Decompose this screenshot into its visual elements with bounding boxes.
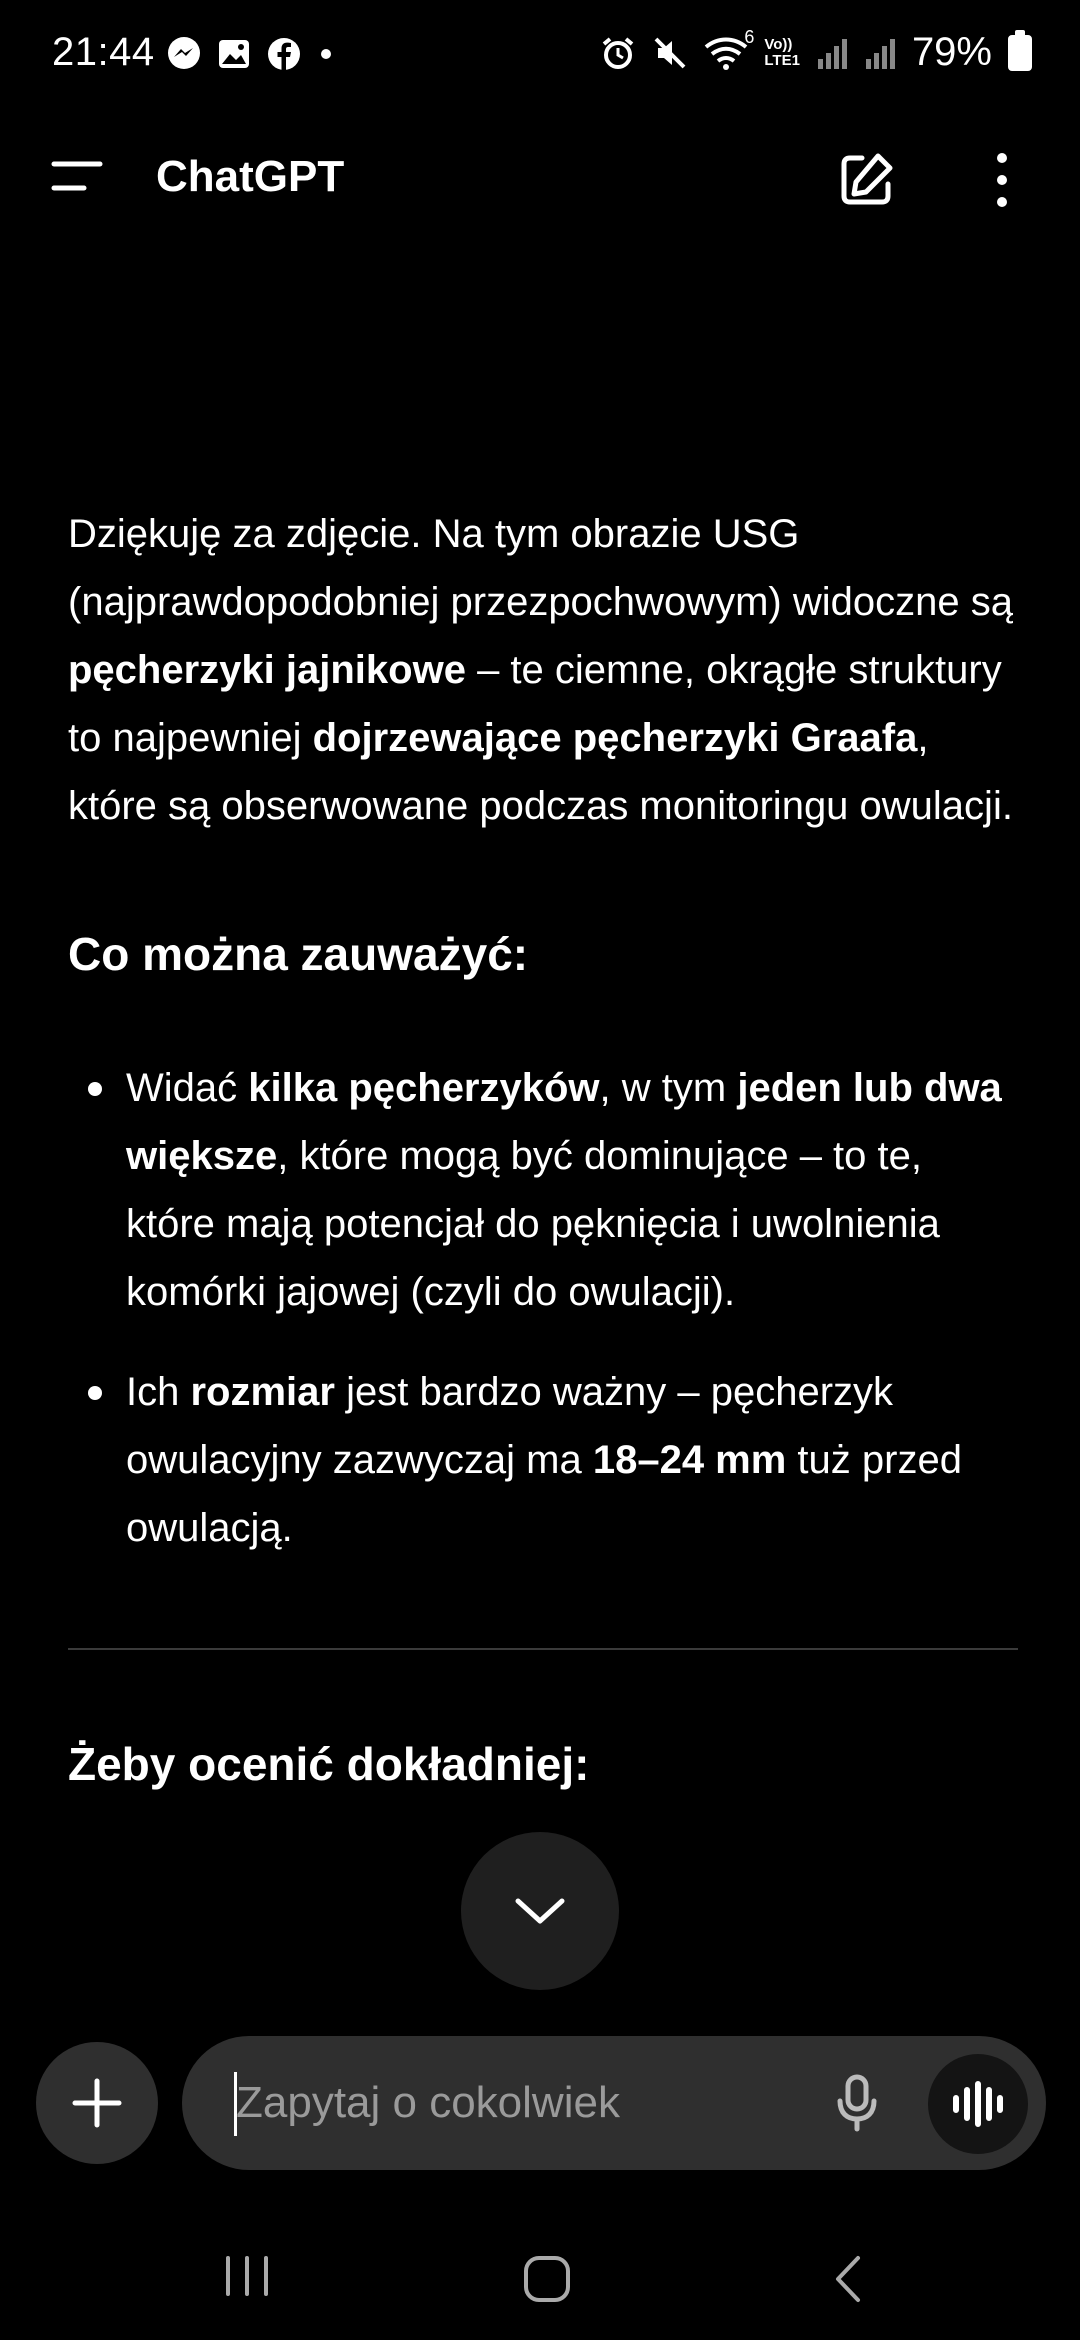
dictate-button[interactable] xyxy=(820,2066,894,2140)
text-span: tuż przed owulacją. xyxy=(126,1438,962,1550)
text-span: Widać xyxy=(126,1066,249,1110)
voice-waveform-icon xyxy=(950,2080,1006,2128)
home-button[interactable] xyxy=(522,2254,572,2309)
bold-span: rozmiar xyxy=(190,1370,335,1414)
attach-button[interactable] xyxy=(36,2042,158,2164)
status-time: 21:44 xyxy=(52,30,155,74)
text-span: – te ciemne, okrągłe struktury to najpewniej xyxy=(68,648,1002,760)
back-icon xyxy=(828,2254,868,2304)
text-caret xyxy=(234,2072,237,2136)
app-bar xyxy=(0,112,1080,248)
chevron-down-icon xyxy=(512,1893,568,1929)
more-vertical-icon xyxy=(978,148,1026,212)
assistant-message xyxy=(68,500,1018,2010)
text-span: Dziękuję za zdjęcie. Na tym obrazie USG (najprawdopodobniej przezpochwowym) widoczne są xyxy=(68,512,1013,624)
bold-span: 18–24 mm xyxy=(592,1438,787,1482)
section-heading: Co można zauważyć: xyxy=(68,928,529,980)
volte-label: Vo)) xyxy=(764,35,793,53)
alarm-icon xyxy=(600,35,636,71)
list-item xyxy=(68,1358,1018,1562)
battery-percent: 79% xyxy=(911,30,992,74)
text-span: , które są obserwowane podczas monitoringu owulacji. xyxy=(68,716,1013,828)
volte-indicator xyxy=(764,37,800,69)
scroll-to-bottom-button[interactable] xyxy=(461,1832,619,1990)
wifi-badge: 6 xyxy=(744,26,755,47)
lte-label: LTE1 xyxy=(764,51,800,69)
dot-icon xyxy=(316,36,336,72)
recent-apps-button[interactable] xyxy=(222,2254,272,2303)
signal-icon xyxy=(864,35,896,71)
signal-icon xyxy=(816,35,848,71)
text-span: , w tym xyxy=(599,1066,738,1110)
message-input[interactable] xyxy=(234,2072,798,2134)
text-span: , które mogą być dominujące – to te, które mają potencjał do pęknięcia i uwolnienia komórki jajowej (czyli do owulacji). xyxy=(126,1134,940,1314)
app-title: ChatGPT xyxy=(156,152,345,201)
recent-apps-icon xyxy=(222,2254,272,2298)
messenger-icon xyxy=(166,36,202,72)
notification-icons xyxy=(166,36,336,72)
text-span: jest bardzo ważny – pęcherzyk owulacyjny zazwyczaj ma xyxy=(126,1370,894,1482)
composer xyxy=(0,2036,1080,2176)
status-bar xyxy=(0,0,1080,112)
home-icon xyxy=(522,2254,572,2304)
more-options-button[interactable] xyxy=(978,148,1026,212)
menu-icon xyxy=(40,154,110,204)
bold-span: dojrzewające pęcherzyki Graafa xyxy=(312,716,918,760)
gallery-icon xyxy=(216,36,252,72)
section-heading: Żeby ocenić dokładniej: xyxy=(68,1738,590,1790)
bold-span: pęcherzyki jajnikowe xyxy=(68,648,466,692)
mute-icon xyxy=(652,35,688,71)
new-chat-button[interactable] xyxy=(834,148,898,212)
microphone-icon xyxy=(833,2073,881,2133)
edit-icon xyxy=(834,148,898,212)
bullet-list xyxy=(68,1054,1018,1562)
back-button[interactable] xyxy=(828,2254,868,2309)
text-span: Ich xyxy=(126,1370,191,1414)
menu-button[interactable] xyxy=(40,154,110,204)
wifi-icon xyxy=(704,26,755,71)
facebook-icon xyxy=(266,36,302,72)
bold-span: kilka pęcherzyków xyxy=(248,1066,600,1110)
message-input-container xyxy=(182,2036,1046,2170)
battery-icon xyxy=(1008,35,1032,71)
message-paragraph xyxy=(68,500,1018,840)
system-status xyxy=(600,26,1032,75)
plus-icon xyxy=(69,2075,125,2131)
divider xyxy=(68,1648,1018,1650)
bold-span: jeden lub dwa większe xyxy=(126,1066,1002,1178)
list-item xyxy=(68,1054,1018,1326)
voice-mode-button[interactable] xyxy=(928,2054,1028,2154)
system-navigation-bar xyxy=(0,2220,1080,2340)
